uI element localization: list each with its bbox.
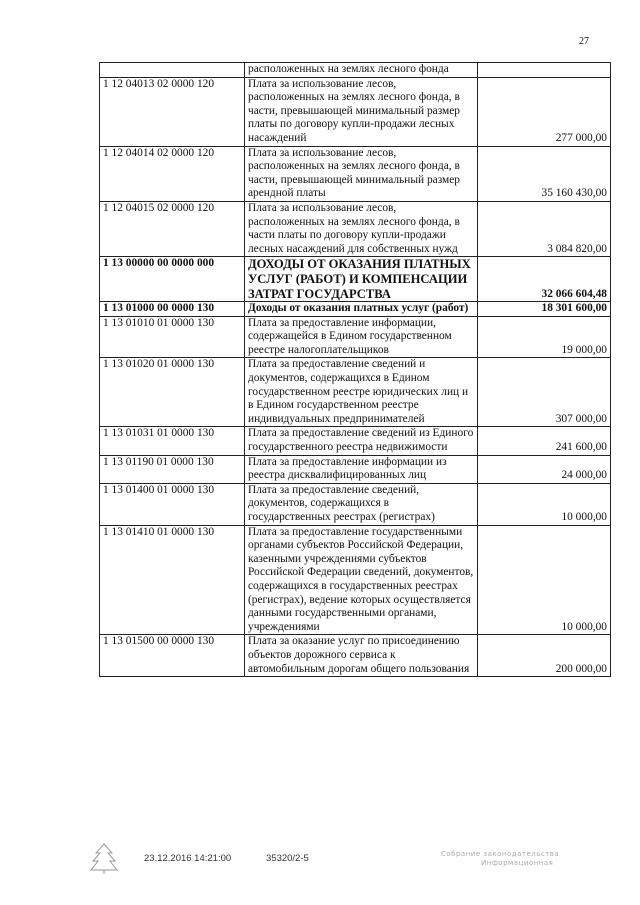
row-amount: 200 000,00	[478, 635, 611, 677]
table-row	[100, 201, 611, 256]
row-code: 1 13 01400 01 0000 130	[100, 483, 245, 525]
watermark-line2: Информационная	[481, 859, 554, 867]
row-amount: 307 000,00	[478, 358, 611, 427]
row-amount: 10 000,00	[478, 525, 611, 635]
row-amount: 277 000,00	[478, 77, 611, 146]
row-amount: 35 160 430,00	[478, 146, 611, 201]
row-name: Плата за использование лесов, расположенных на землях лесного фонда, в части, превышающей минимальный размер платы по договору купли-продажи лесных насаждений	[245, 77, 478, 146]
row-name: Плата за предоставление сведений и документов, содержащихся в Едином государственном реестре юридических лиц и в Едином государственном реестре индивидуальных предпринимателей	[245, 358, 478, 427]
row-amount: 32 066 604,48	[478, 257, 611, 302]
row-name: Плата за использование лесов, расположенных на землях лесного фонда, в части, превышающей минимальный размер арендной платы	[245, 146, 478, 201]
row-amount: 241 600,00	[478, 427, 611, 455]
table-row	[100, 635, 611, 677]
row-name: Плата за предоставление государственными органами субъектов Российской Федерации, казенными учреждениями субъектов Российской Федерации сведений, документов, содержащихся в государственных реестрах (регистрах), ведение которых осуществляется данными государственными органами, учреждениями	[245, 525, 478, 635]
stamp-logo	[88, 841, 120, 875]
row-amount	[478, 63, 611, 78]
row-code: 1 12 04015 02 0000 120	[100, 201, 245, 256]
footer-date: 23.12.2016 14:21:00	[144, 853, 232, 864]
row-name: Плата за предоставление информации, содержащейся в Едином государственном реестре налогоплательщиков	[245, 316, 478, 358]
row-code: 1 13 01020 01 0000 130	[100, 358, 245, 427]
table-row	[100, 427, 611, 455]
table-row	[100, 63, 611, 78]
row-name: Плата за оказание услуг по присоединению объектов дорожного сервиса к автомобильным дорогам общего пользования	[245, 635, 478, 677]
row-name: расположенных на землях лесного фонда	[245, 63, 478, 78]
table-row	[100, 302, 611, 317]
row-code: 1 13 01190 01 0000 130	[100, 455, 245, 483]
page-number: 27	[579, 36, 589, 47]
watermark-line1: Собрание законодательства	[441, 850, 560, 858]
revenue-table	[99, 62, 611, 677]
row-amount: 10 000,00	[478, 483, 611, 525]
row-name: ДОХОДЫ ОТ ОКАЗАНИЯ ПЛАТНЫХ УСЛУГ (РАБОТ) И КОМПЕНСАЦИИ ЗАТРАТ ГОСУДАРСТВА	[245, 257, 478, 302]
row-code: 1 13 01031 01 0000 130	[100, 427, 245, 455]
row-amount: 18 301 600,00	[478, 302, 611, 317]
table-row	[100, 257, 611, 302]
row-name: Плата за предоставление информации из реестра дисквалифицированных лиц	[245, 455, 478, 483]
row-code: 1 13 01500 00 0000 130	[100, 635, 245, 677]
table-row	[100, 316, 611, 358]
footer-doc-id: 35320/2-5	[266, 853, 309, 864]
table-row	[100, 525, 611, 635]
row-code	[100, 63, 245, 78]
row-code: 1 12 04014 02 0000 120	[100, 146, 245, 201]
row-code: 1 12 04013 02 0000 120	[100, 77, 245, 146]
table-row	[100, 455, 611, 483]
row-amount: 3 084 820,00	[478, 201, 611, 256]
row-code: 1 13 01010 01 0000 130	[100, 316, 245, 358]
row-name: Плата за использование лесов, расположенных на землях лесного фонда, в части платы по договору купли-продажи лесных насаждений для собственных нужд	[245, 201, 478, 256]
row-name: Плата за предоставление сведений из Единого государственного реестра недвижимости	[245, 427, 478, 455]
watermark	[441, 850, 559, 868]
row-amount: 19 000,00	[478, 316, 611, 358]
row-code: 1 13 01000 00 0000 130	[100, 302, 245, 317]
row-name: Плата за предоставление сведений, документов, содержащихся в государственных реестрах (регистрах)	[245, 483, 478, 525]
table-row	[100, 358, 611, 427]
row-name: Доходы от оказания платных услуг (работ)	[245, 302, 478, 317]
table-row	[100, 77, 611, 146]
table-row	[100, 483, 611, 525]
row-code: 1 13 01410 01 0000 130	[100, 525, 245, 635]
table-row	[100, 146, 611, 201]
row-amount: 24 000,00	[478, 455, 611, 483]
row-code: 1 13 00000 00 0000 000	[100, 257, 245, 302]
